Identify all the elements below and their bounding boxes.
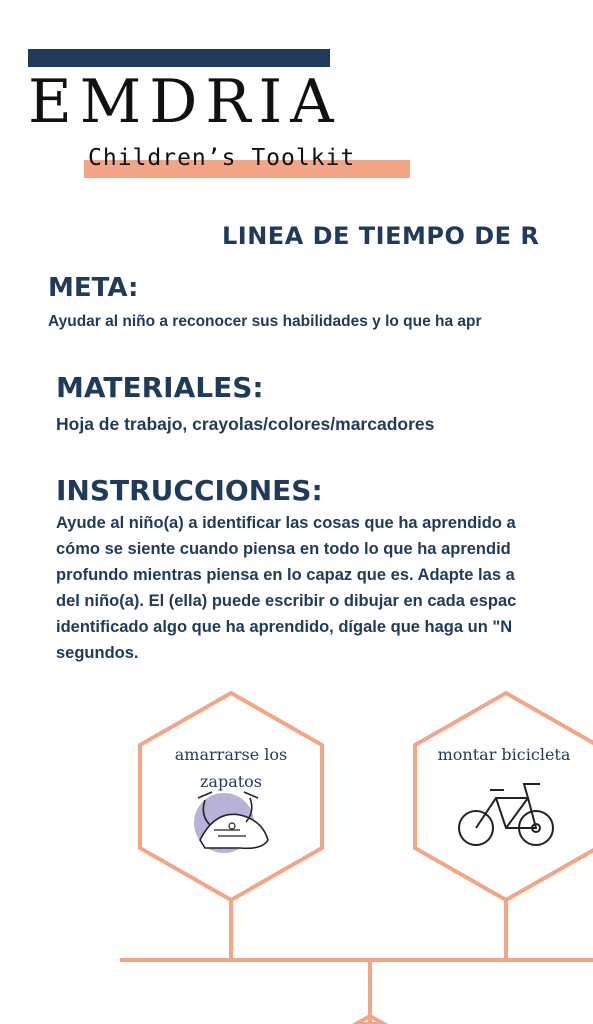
instrucciones-line: identificado algo que ha aprendido, dígale que haga un "N [56,618,513,636]
timeline-item-label: montar bicicleta [437,745,571,764]
brand-subtitle: Children’s Toolkit [88,145,356,171]
instrucciones-line: Ayude al niño(a) a identificar las cosas que ha aprendido a [56,514,516,532]
header-accent-bar [28,49,330,67]
materiales-text: Hoja de trabajo, crayolas/colores/marcadores [56,414,435,434]
timeline-item-label: amarrarse los [174,745,288,764]
instrucciones-line: profundo mientras piensa en lo capaz que es. Adapte las a [56,566,515,584]
meta-text: Ayudar al niño a reconocer sus habilidades y lo que ha apr [48,313,482,330]
instrucciones-line: del niño(a). El (ella) puede escribir o dibujar en cada espac [56,592,517,610]
brand-logo-text: EMDRIA [28,67,342,137]
shoe-tying-icon [194,792,268,853]
meta-heading: META: [48,273,139,303]
instrucciones-line: segundos. [56,644,139,662]
page-title: LINEA DE TIEMPO DE R [222,222,540,250]
instrucciones-heading: INSTRUCCIONES: [56,474,323,507]
instrucciones-line: cómo se siente cuando piensa en todo lo que ha aprendid [56,540,511,558]
timeline-diagram [0,680,593,1024]
timeline-item-label: zapatos [199,772,263,791]
materiales-heading: MATERIALES: [56,371,264,404]
timeline-hexagon [415,693,593,900]
bicycle-icon [459,784,553,845]
